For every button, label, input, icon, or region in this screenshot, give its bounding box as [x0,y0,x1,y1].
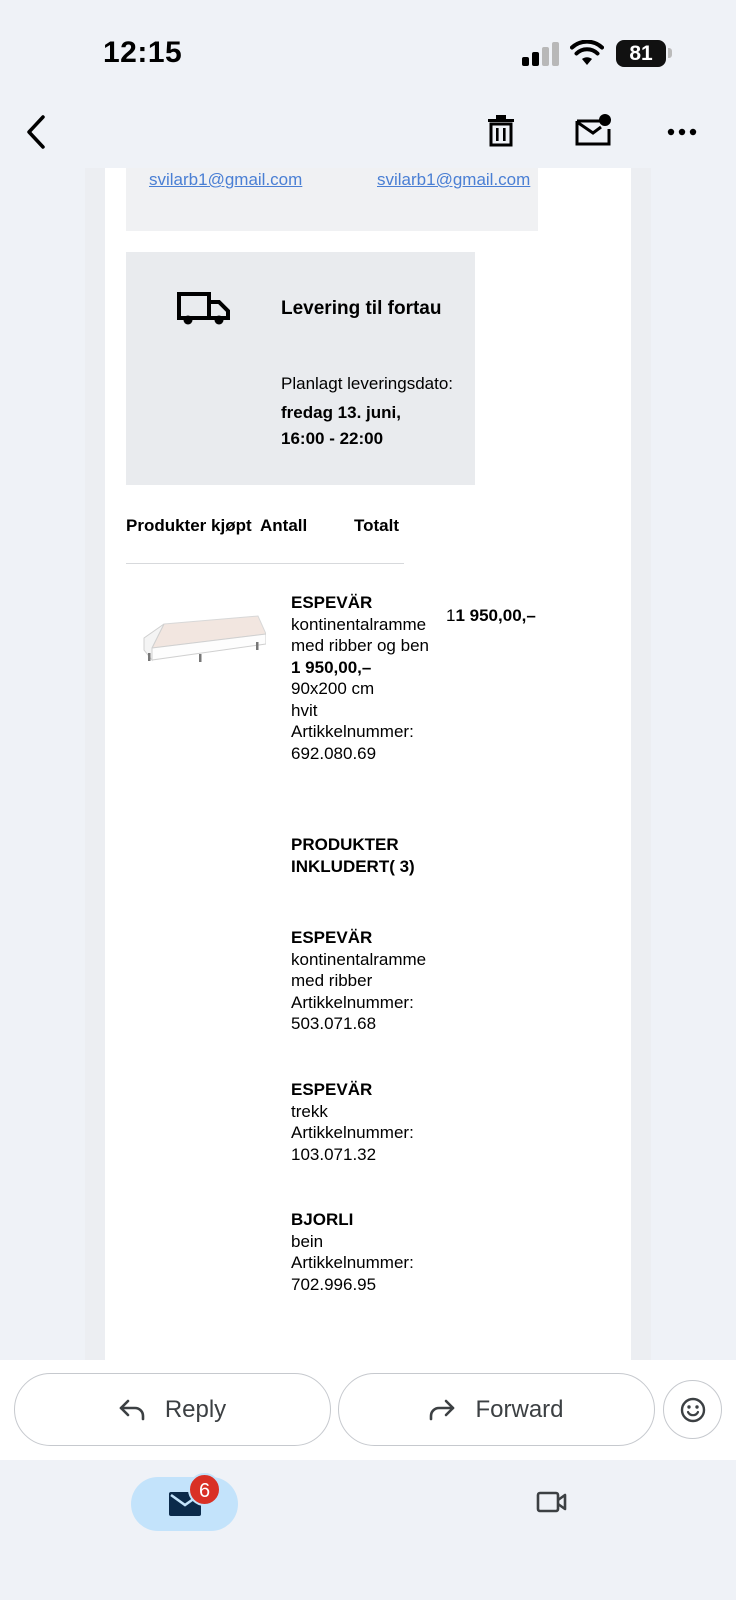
included-header-line1: PRODUKTER [291,835,399,854]
included-item-name: BJORLI [291,1210,354,1229]
smiley-icon [680,1397,706,1423]
product-price: 1 950,00,– [291,657,372,677]
delivery-date-time: 16:00 - 22:00 [281,429,384,448]
column-quantity: Antall [260,516,308,535]
sender-email-link[interactable]: svilarb1@gmail.com [149,170,303,189]
mark-unread-button[interactable] [568,106,618,154]
bottom-navigation [0,1460,736,1600]
included-item-article-label: Artikkelnummer: [291,1123,414,1142]
cellular-signal-icon [522,42,560,66]
product-desc-line2: med ribber og ben [291,636,429,655]
forward-icon [429,1399,455,1421]
product-quantity: 1 [446,606,456,625]
delivery-date-day: fredag 13. juni, [281,403,401,422]
email-toolbar [0,100,736,168]
truck-icon [177,292,231,326]
product-quantity-total [446,606,536,626]
product-article-label: Artikkelnummer: [291,722,414,741]
product-image-bed-frame [142,608,266,670]
more-horizontal-icon [667,128,697,136]
emoji-reaction-button[interactable] [663,1380,722,1439]
forward-button[interactable] [338,1373,655,1446]
address-box [126,168,538,231]
included-item-article-label: Artikkelnummer: [291,1253,414,1272]
delivery-date-label: Planlagt leveringsdato: [281,374,454,393]
email-frame-right [631,168,651,1360]
included-item-article-number: 503.071.68 [291,1014,377,1033]
included-item-line1: kontinentalramme [291,949,427,969]
delivery-box [126,252,475,485]
mail-unread-badge: 6 [188,1473,221,1506]
included-item-line2: med ribber [291,971,373,990]
reply-actions-bar [0,1360,736,1460]
email-body [0,168,736,1360]
column-products: Produkter kjøpt [126,516,252,535]
battery-tip [668,48,672,58]
mail-tab[interactable] [131,1477,238,1531]
list-item [291,927,426,1035]
list-item [291,1079,414,1165]
included-item-article-number: 702.996.95 [291,1274,377,1294]
reply-button[interactable] [14,1373,331,1446]
included-item-line1: trekk [291,1101,328,1121]
mail-unread-icon [574,113,612,147]
included-products-header [291,834,415,877]
forward-label: Forward [475,1395,564,1423]
trash-icon [487,115,515,147]
table-divider [126,563,404,564]
delete-button[interactable] [478,108,524,154]
product-details [291,592,429,764]
product-desc-line1: kontinentalramme [291,614,427,634]
status-time: 12:15 [103,36,183,69]
reply-icon [119,1399,145,1421]
column-total: Totalt [354,516,400,535]
wifi-icon [570,40,604,66]
product-color: hvit [291,700,318,720]
included-header-line2: INKLUDERT( 3) [291,856,415,876]
included-item-line1: bein [291,1231,324,1251]
meet-tab[interactable] [536,1490,568,1519]
product-article-number: 692.080.69 [291,743,377,763]
recipient-email-link[interactable]: svilarb1@gmail.com [377,170,531,189]
chevron-left-icon [25,115,47,149]
video-icon [536,1490,568,1514]
battery-indicator: 81 [616,40,666,67]
delivery-date [281,400,401,452]
reply-label: Reply [164,1395,227,1423]
more-options-button[interactable] [660,110,704,154]
list-item [291,1209,414,1295]
included-item-article-number: 103.071.32 [291,1144,377,1164]
delivery-title: Levering til fortau [281,298,442,319]
email-frame-left [85,168,105,1360]
included-item-article-label: Artikkelnummer: [291,992,414,1012]
product-name: ESPEVÄR [291,593,373,612]
product-size: 90x200 cm [291,679,375,698]
back-button[interactable] [14,110,58,154]
product-total: 1 950,00,– [455,606,536,625]
included-item-name: ESPEVÄR [291,928,373,947]
status-bar [0,0,736,100]
included-item-name: ESPEVÄR [291,1080,373,1099]
